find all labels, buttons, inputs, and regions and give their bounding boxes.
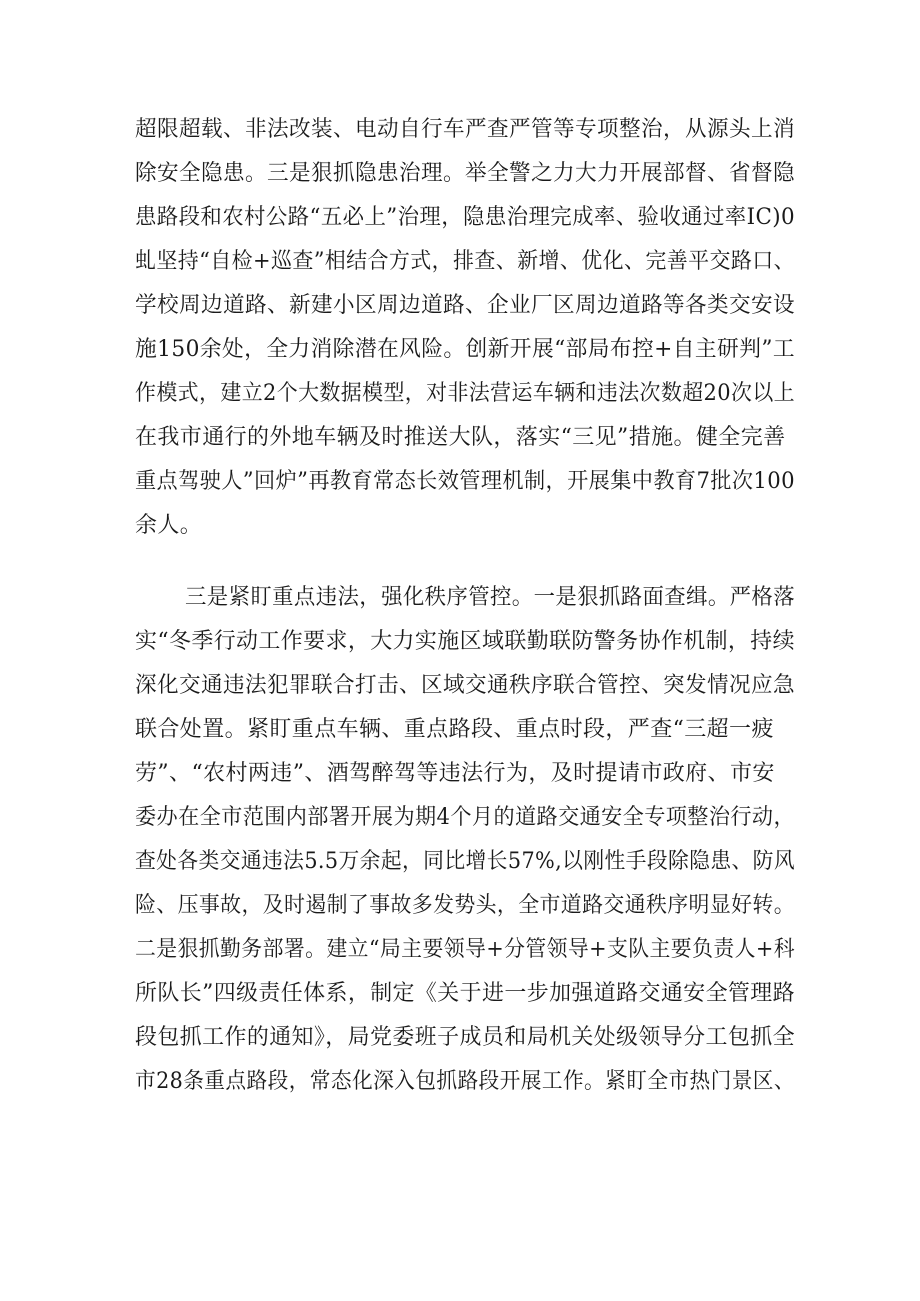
text-line: 在我市通行的外地车辆及时推送大队，落实“三见”措施。健全完善 [135,425,786,450]
text-line: 余人。 [135,513,203,538]
text-line: 险、压事故，及时遏制了事故多发势头，全市道路交通秩序明显好转。 [135,893,795,918]
text-line: 实“冬季行动工作要求，大力实施区域联勤联防警务协作机制，持续 [135,629,795,654]
text-line: 查处各类交通违法5.5万余起，同比增长57%,以刚性手段除隐患、防风 [135,849,795,874]
text-line: 劳”、“农村两违”、酒驾醉驾等违法行为，及时提请市政府、市安 [135,761,775,786]
text-line: 段包抓工作的通知》，局党委班子成员和局机关处级领导分工包抓全 [135,1025,795,1050]
text-line: 深化交通违法犯罪联合打击、区域交通秩序联合管控、突发情况应急 [135,673,795,698]
text-line: 虬坚持“自检+巡查”相结合方式，排查、新增、优化、完善平交路口、 [135,249,795,274]
text-line: 所队长”四级责任体系，制定《关于进一步加强道路交通安全管理路 [135,981,795,1006]
text-line: 三是紧盯重点违法，强化秩序管控。一是狠抓路面查缉。严格落 [185,585,795,610]
text-line: 超限超载、非法改装、电动自行车严查严管等专项整治，从源头上消 [135,117,795,142]
text-line: 患路段和农村公路“五必上”治理，隐患治理完成率、验收通过率IC)0 [135,205,795,230]
text-line: 市28条重点路段，常态化深入包抓路段开展工作。紧盯全市热门景区、 [135,1069,795,1094]
text-line: 二是狠抓勤务部署。建立“局主要领导+分管领导+支队主要负责人+科 [135,937,795,962]
text-line: 联合处置。紧盯重点车辆、重点路段、重点时段，严查“三超一疲 [135,717,774,742]
text-line: 除安全隐患。三是狠抓隐患治理。举全警之力大力开展部督、省督隐 [135,161,795,186]
text-line: 学校周边道路、新建小区周边道路、企业厂区周边道路等各类交安设 [135,293,795,318]
text-line: 重点驾驶人”回炉”再教育常态长效管理机制，开展集中教育7批次100 [135,469,795,494]
text-line: 委办在全市范围内部署开展为期4个月的道路交通安全专项整治行动， [135,805,795,830]
text-line: 作模式，建立2个大数据模型，对非法营运车辆和违法次数超20次以上 [135,381,795,406]
text-line: 施150余处，全力消除潜在风险。创新开展“部局布控+自主研判”工 [135,337,795,362]
